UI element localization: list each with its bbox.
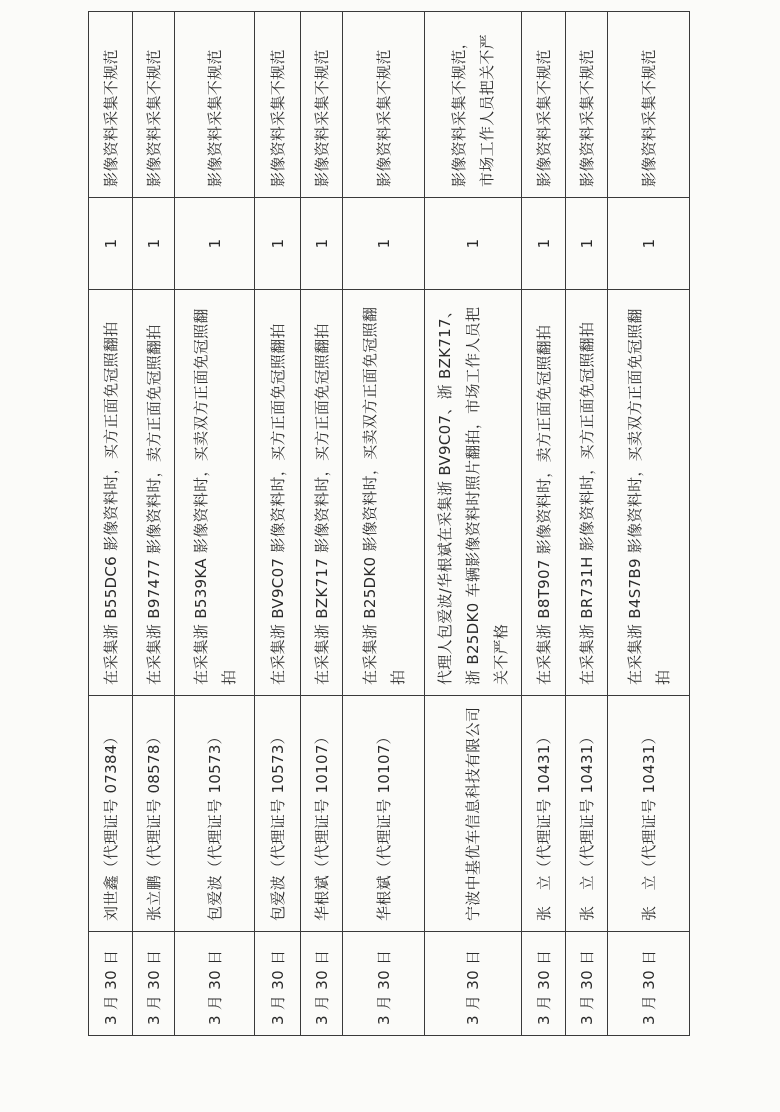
table-row [255, 12, 301, 1036]
date-cell: 3 月 30 日 [522, 932, 566, 1036]
table-row [425, 12, 522, 1036]
issue-cell: 影像资料采集不规范 [343, 12, 425, 198]
agent-cell: 包爱波（代理证号 10573） [175, 696, 255, 932]
issue-cell: 影像资料采集不规范 [522, 12, 566, 198]
description-cell: 在采集浙 B8T907 影像资料时，卖方正面免冠照翻拍 [522, 290, 566, 696]
count-cell: 1 [133, 198, 175, 290]
agent-cell: 张 立（代理证号 10431） [566, 696, 608, 932]
violation-table [88, 11, 690, 1036]
date-cell: 3 月 30 日 [566, 932, 608, 1036]
count-cell: 1 [425, 198, 522, 290]
count-cell: 1 [255, 198, 301, 290]
table-row [301, 12, 343, 1036]
description-cell: 在采集浙 B97477 影像资料时，卖方正面免冠照翻拍 [133, 290, 175, 696]
issue-cell: 影像资料采集不规范 [566, 12, 608, 198]
date-cell: 3 月 30 日 [133, 932, 175, 1036]
agent-cell: 刘世鑫（代理证号 07384） [89, 696, 133, 932]
table-row [89, 12, 133, 1036]
table-row [343, 12, 425, 1036]
issue-cell: 影像资料采集不规范 [133, 12, 175, 198]
agent-cell: 包爱波（代理证号 10573） [255, 696, 301, 932]
count-cell: 1 [343, 198, 425, 290]
agent-cell: 宁波中基优车信息科技有限公司 [425, 696, 522, 932]
issue-cell: 影像资料采集不规范 [89, 12, 133, 198]
table-row [608, 12, 690, 1036]
description-cell: 在采集浙 B539KA 影像资料时，买卖双方正面免冠照翻拍 [175, 290, 255, 696]
count-cell: 1 [608, 198, 690, 290]
count-cell: 1 [522, 198, 566, 290]
table-row [522, 12, 566, 1036]
issue-cell: 影像资料采集不规范，市场工作人员把关不严 [425, 12, 522, 198]
agent-cell: 张 立（代理证号 10431） [608, 696, 690, 932]
description-cell: 在采集浙 B4S7B9 影像资料时，买卖双方正面免冠照翻拍 [608, 290, 690, 696]
date-cell: 3 月 30 日 [608, 932, 690, 1036]
table-row [133, 12, 175, 1036]
agent-cell: 张立鹏（代理证号 08578） [133, 696, 175, 932]
agent-cell: 华根斌（代理证号 10107） [343, 696, 425, 932]
count-cell: 1 [566, 198, 608, 290]
description-cell: 代理人包爱波/华根斌在采集浙 BV9C07、浙 BZK717、浙 B25DK0 车辆影像资料时照片翻拍，市场工作人员把关不严格 [425, 290, 522, 696]
issue-cell: 影像资料采集不规范 [608, 12, 690, 198]
date-cell: 3 月 30 日 [301, 932, 343, 1036]
date-cell: 3 月 30 日 [89, 932, 133, 1036]
description-cell: 在采集浙 BR731H 影像资料时，买方正面免冠照翻拍 [566, 290, 608, 696]
date-cell: 3 月 30 日 [425, 932, 522, 1036]
description-cell: 在采集浙 BV9C07 影像资料时，买方正面免冠照翻拍 [255, 290, 301, 696]
agent-cell: 张 立（代理证号 10431） [522, 696, 566, 932]
agent-cell: 华根斌（代理证号 10107） [301, 696, 343, 932]
issue-cell: 影像资料采集不规范 [175, 12, 255, 198]
count-cell: 1 [175, 198, 255, 290]
date-cell: 3 月 30 日 [255, 932, 301, 1036]
date-cell: 3 月 30 日 [175, 932, 255, 1036]
table-row [175, 12, 255, 1036]
date-cell: 3 月 30 日 [343, 932, 425, 1036]
description-cell: 在采集浙 B25DK0 影像资料时，买卖双方正面免冠照翻拍 [343, 290, 425, 696]
description-cell: 在采集浙 B55DC6 影像资料时，买方正面免冠照翻拍 [89, 290, 133, 696]
count-cell: 1 [301, 198, 343, 290]
issue-cell: 影像资料采集不规范 [301, 12, 343, 198]
issue-cell: 影像资料采集不规范 [255, 12, 301, 198]
table-row [566, 12, 608, 1036]
description-cell: 在采集浙 BZK717 影像资料时，买方正面免冠照翻拍 [301, 290, 343, 696]
count-cell: 1 [89, 198, 133, 290]
